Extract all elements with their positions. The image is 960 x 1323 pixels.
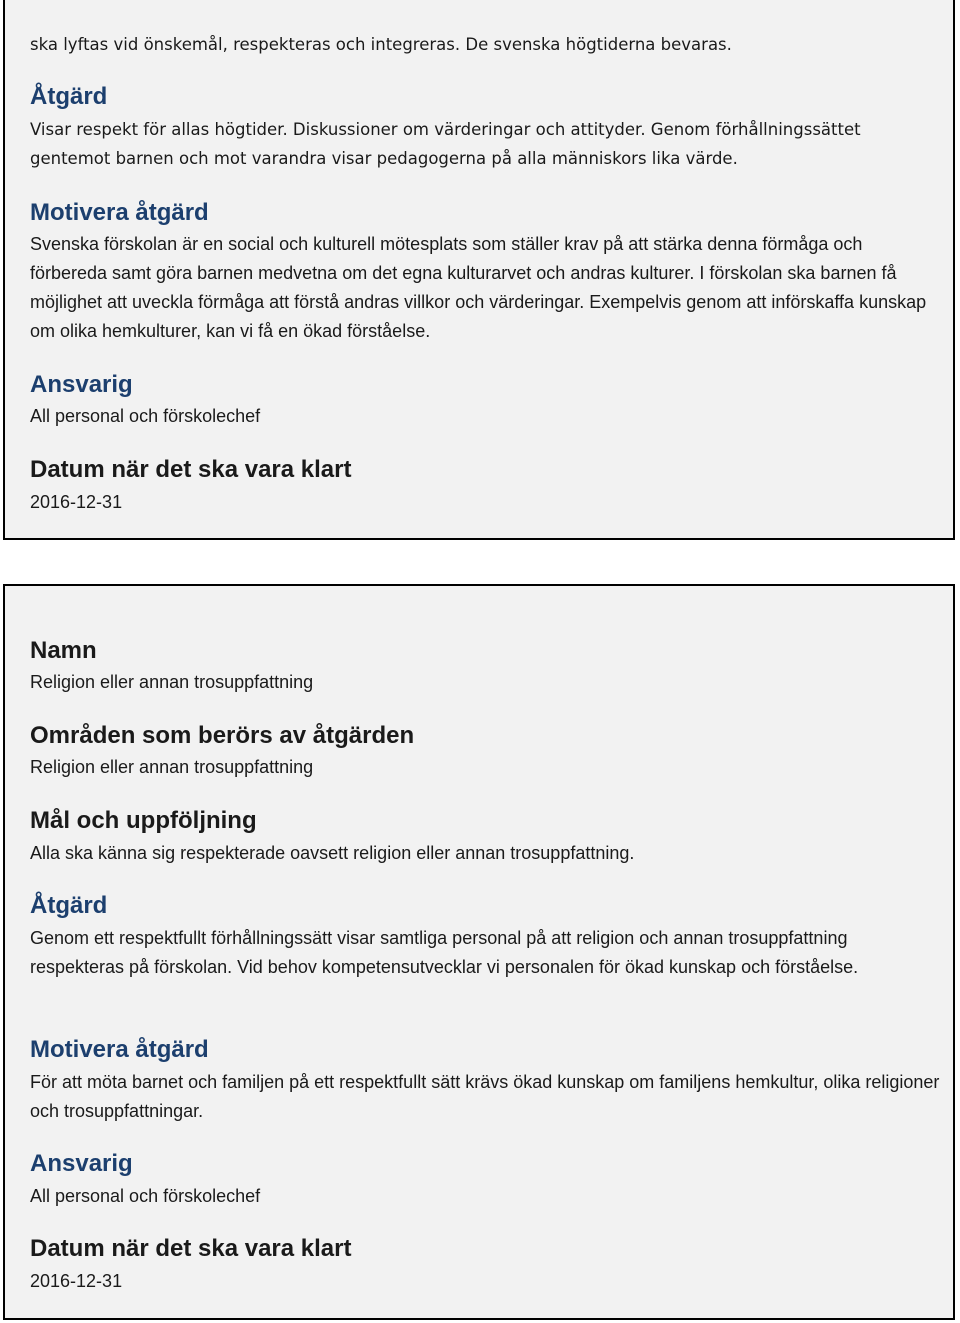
omraden-text: Religion eller annan trosuppfattning [30,757,314,777]
ansvarig-heading: Ansvarig [30,371,133,398]
mal-text: Alla ska känna sig respekterade oavsett religion eller annan trosuppfattning. [30,843,635,863]
motivera-text: Svenska förskolan är en social och kulturell mötesplats som ställer krav på att stärka denna förmåga och förbereda samt göra barnen medvetna om det egna kulturarvet och andras kulturer. I förskolan ska barnen få möjlighet att uveckla förmåga att förstå andras villkor och värderingar. Exempelvis genom att införskaffa kunskap om olika hemkulturer, kan vi få en ökad förståelse. [30,234,927,341]
namn-heading: Namn [30,637,97,664]
datum-heading: Datum när det ska vara klart [30,1235,352,1262]
datum-heading: Datum när det ska vara klart [30,456,352,483]
namn-text: Religion eller annan trosuppfattning [30,672,314,692]
atgard-heading: Åtgärd [30,83,108,110]
measure-card-religion [3,584,955,1320]
omraden-heading: Områden som berörs av åtgärden [30,722,415,749]
intro-text: ska lyftas vid önskemål, respekteras och integreras. De svenska högtiderna bevaras. [30,35,732,54]
motivera-heading: Motivera åtgärd [30,1036,209,1063]
motivera-heading: Motivera åtgärd [30,199,209,226]
mal-heading: Mål och uppföljning [30,807,257,834]
atgard-text: Genom ett respektfullt förhållningssätt visar samtliga personal på att religion och annan trosuppfattning respekteras på förskolan. Vid behov kompetensutvecklar vi personalen för ökad kunskap och förståelse. [30,928,859,977]
atgard-text: Visar respekt för allas högtider. Diskussioner om värderingar och attityder. Genom förhållningssättet gentemot barnen och mot varandra visar pedagogerna på alla människors lika värde. [30,120,861,168]
datum-text: 2016-12-31 [30,1271,123,1291]
atgard-heading: Åtgärd [30,892,108,919]
ansvarig-heading: Ansvarig [30,1150,133,1177]
datum-text: 2016-12-31 [30,492,123,512]
measure-card-continued [3,0,955,540]
ansvarig-text: All personal och förskolechef [30,406,261,426]
ansvarig-text: All personal och förskolechef [30,1186,261,1206]
motivera-text: För att möta barnet och familjen på ett respektfullt sätt krävs ökad kunskap om familjens hemkultur, olika religioner och trosuppfattningar. [30,1072,940,1121]
